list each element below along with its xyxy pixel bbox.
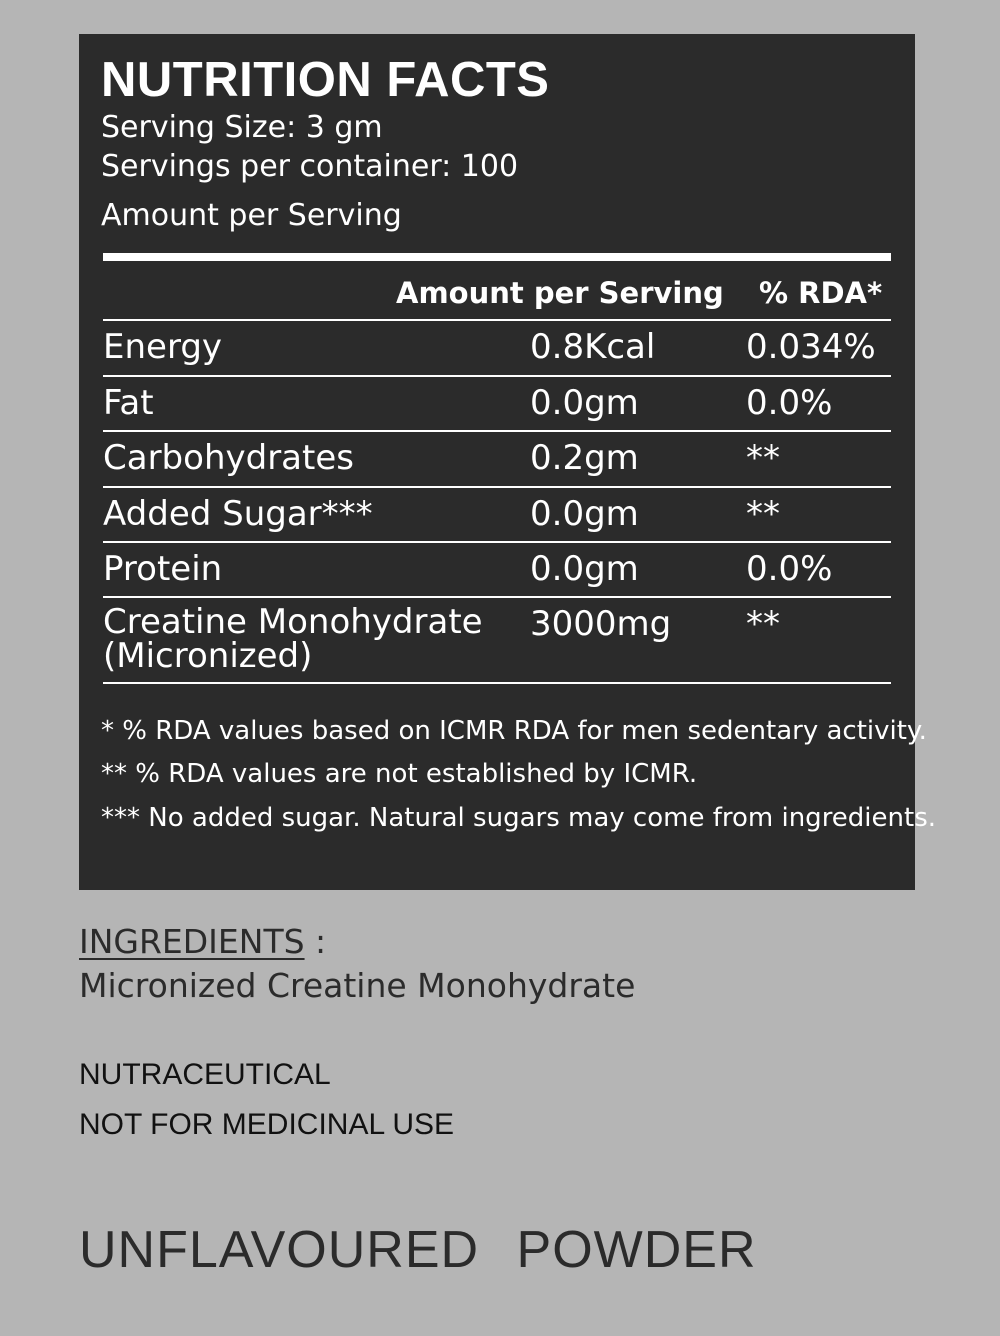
table-bottom-divider [103,682,891,684]
nutrient-amount: 3000mg [530,604,672,644]
table-row [103,430,891,486]
ingredients-title: INGREDIENTS [79,922,305,961]
nutrition-title: NUTRITION FACTS [101,53,550,107]
not-medicinal-label: NOT FOR MEDICINAL USE [79,1108,455,1141]
nutrition-facts-panel [79,34,937,890]
nutrient-amount: 0.0gm [530,549,639,589]
table-row [103,319,891,375]
serving-size: Serving Size: 3 gm [101,110,383,145]
nutrient-rda: 0.034% [746,327,876,367]
nutrient-rda: ** [746,604,780,644]
nutrient-name-line2: (Micronized) [103,636,313,676]
nutraceutical-label: NUTRACEUTICAL [79,1058,331,1091]
nutrient-name-line1: Creatine Monohydrate [103,602,483,642]
footnote-rda: * % RDA values based on ICMR RDA for men sedentary activity. [101,716,927,746]
ingredients-text: Micronized Creatine Monohydrate [79,966,636,1005]
servings-per-container: Servings per container: 100 [101,149,519,184]
ingredients-separator: : [304,922,327,961]
nutrient-amount: 0.8Kcal [530,327,656,367]
footnote-not-established: ** % RDA values are not established by ICMR. [101,759,698,789]
nutrient-name: Carbohydrates [103,438,354,478]
ingredients-heading [79,922,326,961]
nutrient-amount: 0.0gm [530,494,639,534]
nutrient-rda: ** [746,438,780,478]
nutrient-name [103,602,483,676]
nutrient-rda: ** [746,494,780,534]
nutrient-name: Protein [103,549,223,589]
thick-divider [103,253,891,261]
table-row [103,375,891,430]
nutrient-rda: 0.0% [746,549,833,589]
nutrient-amount: 0.0gm [530,383,639,423]
nutrient-name: Energy [103,327,223,367]
nutrient-name: Added Sugar*** [103,494,373,534]
flavour-label: UNFLAVOURED POWDER [79,1221,757,1279]
table-row [103,596,891,682]
table-row [103,486,891,541]
nutrient-rda: 0.0% [746,383,833,423]
nutrient-name: Fat [103,383,154,423]
amount-per-serving-label: Amount per Serving [101,198,402,233]
header-rda: % RDA* [759,276,883,310]
header-amount: Amount per Serving [396,276,724,310]
footnote-added-sugar: *** No added sugar. Natural sugars may come from ingredients. [101,803,937,833]
table-row [103,541,891,596]
nutrient-amount: 0.2gm [530,438,639,478]
